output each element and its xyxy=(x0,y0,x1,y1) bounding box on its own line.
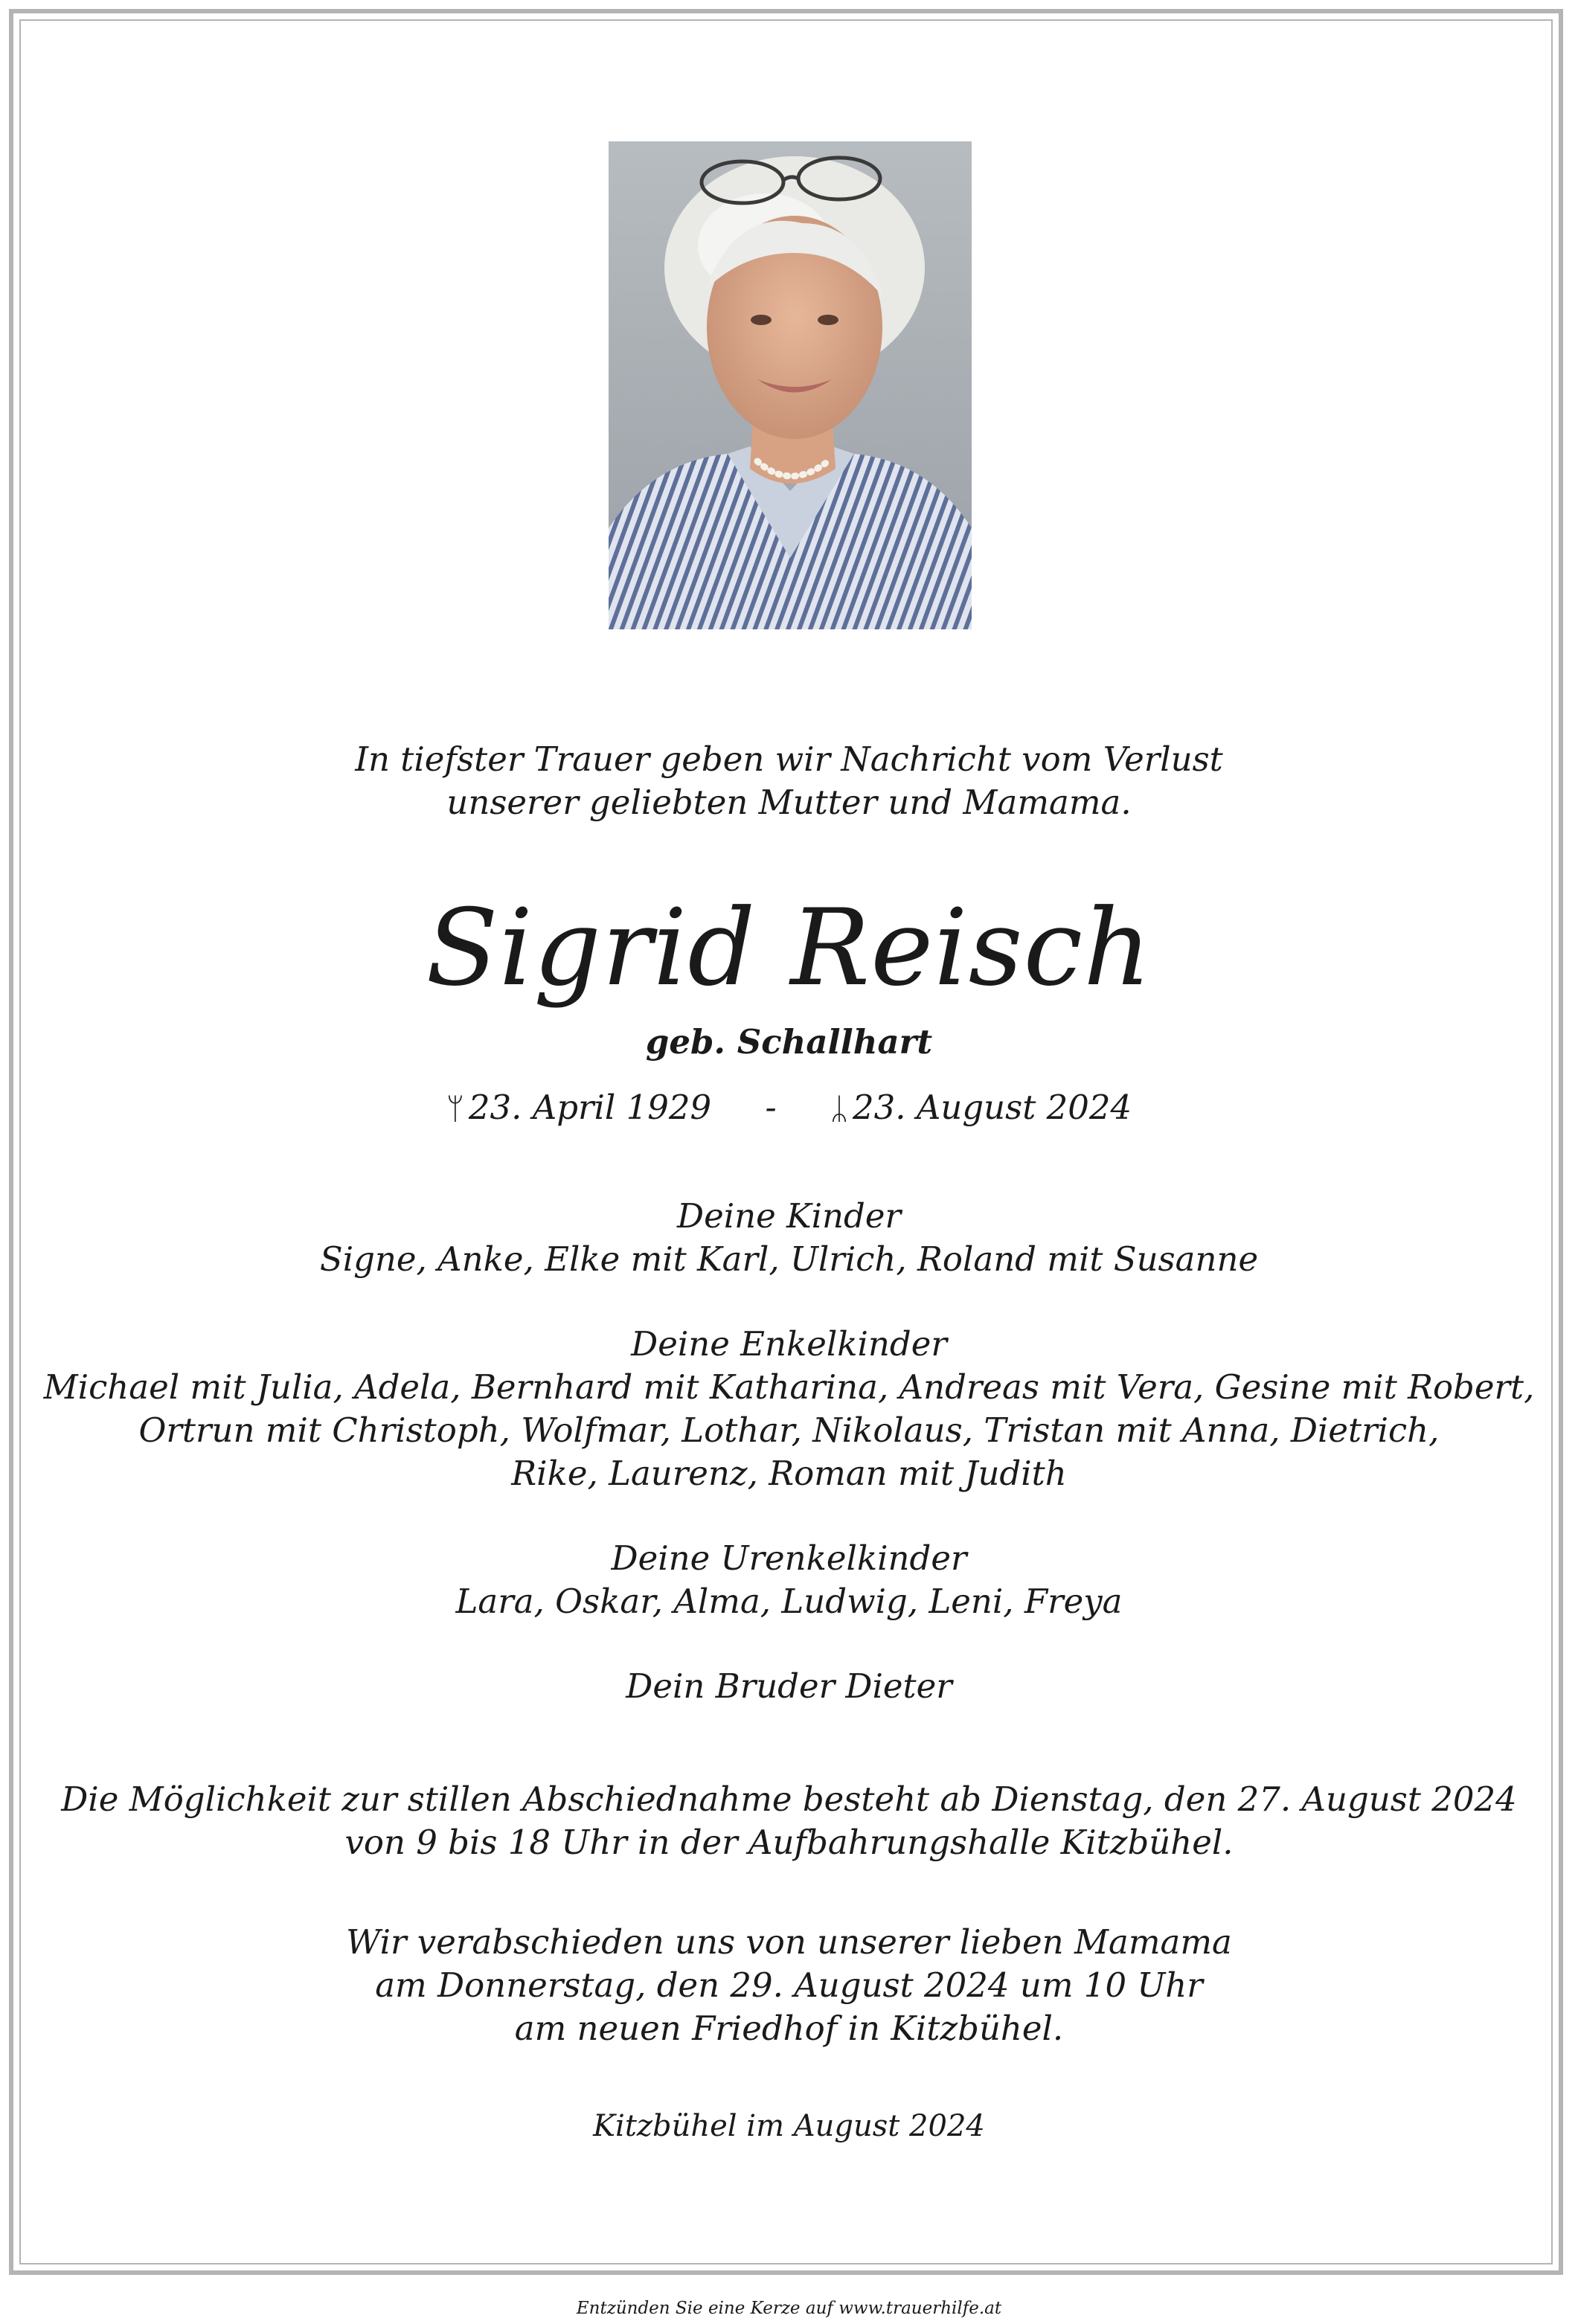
family-names-line: Signe, Anke, Elke mit Karl, Ulrich, Roland mit Susanne xyxy=(319,1239,1259,1279)
portrait-photo xyxy=(609,141,972,629)
deceased-name: Sigrid Reisch xyxy=(426,887,1152,1009)
place-date: Kitzbühel im August 2024 xyxy=(593,2109,985,2143)
funeral-line: am Donnerstag, den 29. August 2024 um 10 Uhr xyxy=(375,1965,1203,2005)
footer-candle-link[interactable]: Entzünden Sie eine Kerze auf www.trauerhilfe.at xyxy=(576,2299,1002,2318)
section-heading: Deine Urenkelkinder xyxy=(611,1538,967,1578)
intro-line: In tiefster Trauer geben wir Nachricht vom Verlust xyxy=(355,739,1223,779)
death-rune-icon: ᛦ xyxy=(830,1092,848,1126)
family-names-line: Ortrun mit Christoph, Wolfmar, Lothar, Nikolaus, Tristan mit Anna, Dietrich, xyxy=(138,1410,1440,1450)
date-separator: - xyxy=(765,1088,777,1127)
birth-rune-icon: ᛘ xyxy=(446,1092,464,1126)
funeral-line: Wir verabschieden uns von unserer lieben Mamama xyxy=(346,1922,1232,1962)
funeral-line: am neuen Friedhof in Kitzbühel. xyxy=(514,2009,1064,2048)
section-heading: Deine Enkelkinder xyxy=(631,1324,947,1364)
intro-line: unserer geliebten Mutter und Mamama. xyxy=(446,783,1132,822)
death-date: 23. August 2024 xyxy=(853,1088,1132,1127)
family-names-line: Lara, Oskar, Alma, Ludwig, Leni, Freya xyxy=(455,1582,1123,1621)
viewing-line: von 9 bis 18 Uhr in der Aufbahrungshalle Kitzbühel. xyxy=(344,1823,1234,1862)
grandchildren-section xyxy=(30,1323,1548,1495)
birth-date: 23. April 1929 xyxy=(468,1088,712,1127)
life-dates xyxy=(30,1086,1548,1131)
maiden-name: geb. Schallhart xyxy=(645,1022,933,1062)
children-section xyxy=(30,1195,1548,1281)
viewing-line: Die Möglichkeit zur stillen Abschiednahme besteht ab Dienstag, den 27. August 2024 xyxy=(61,1779,1517,1819)
great-grandchildren-section xyxy=(30,1537,1548,1623)
brother-line: Dein Bruder Dieter xyxy=(626,1666,952,1706)
viewing-section xyxy=(30,1778,1548,1864)
family-names-line: Michael mit Julia, Adela, Bernhard mit Katharina, Andreas mit Vera, Gesine mit Robert, xyxy=(43,1367,1535,1407)
funeral-section xyxy=(30,1921,1548,2050)
family-names-line: Rike, Laurenz, Roman mit Judith xyxy=(511,1454,1067,1493)
section-heading: Deine Kinder xyxy=(677,1196,901,1236)
